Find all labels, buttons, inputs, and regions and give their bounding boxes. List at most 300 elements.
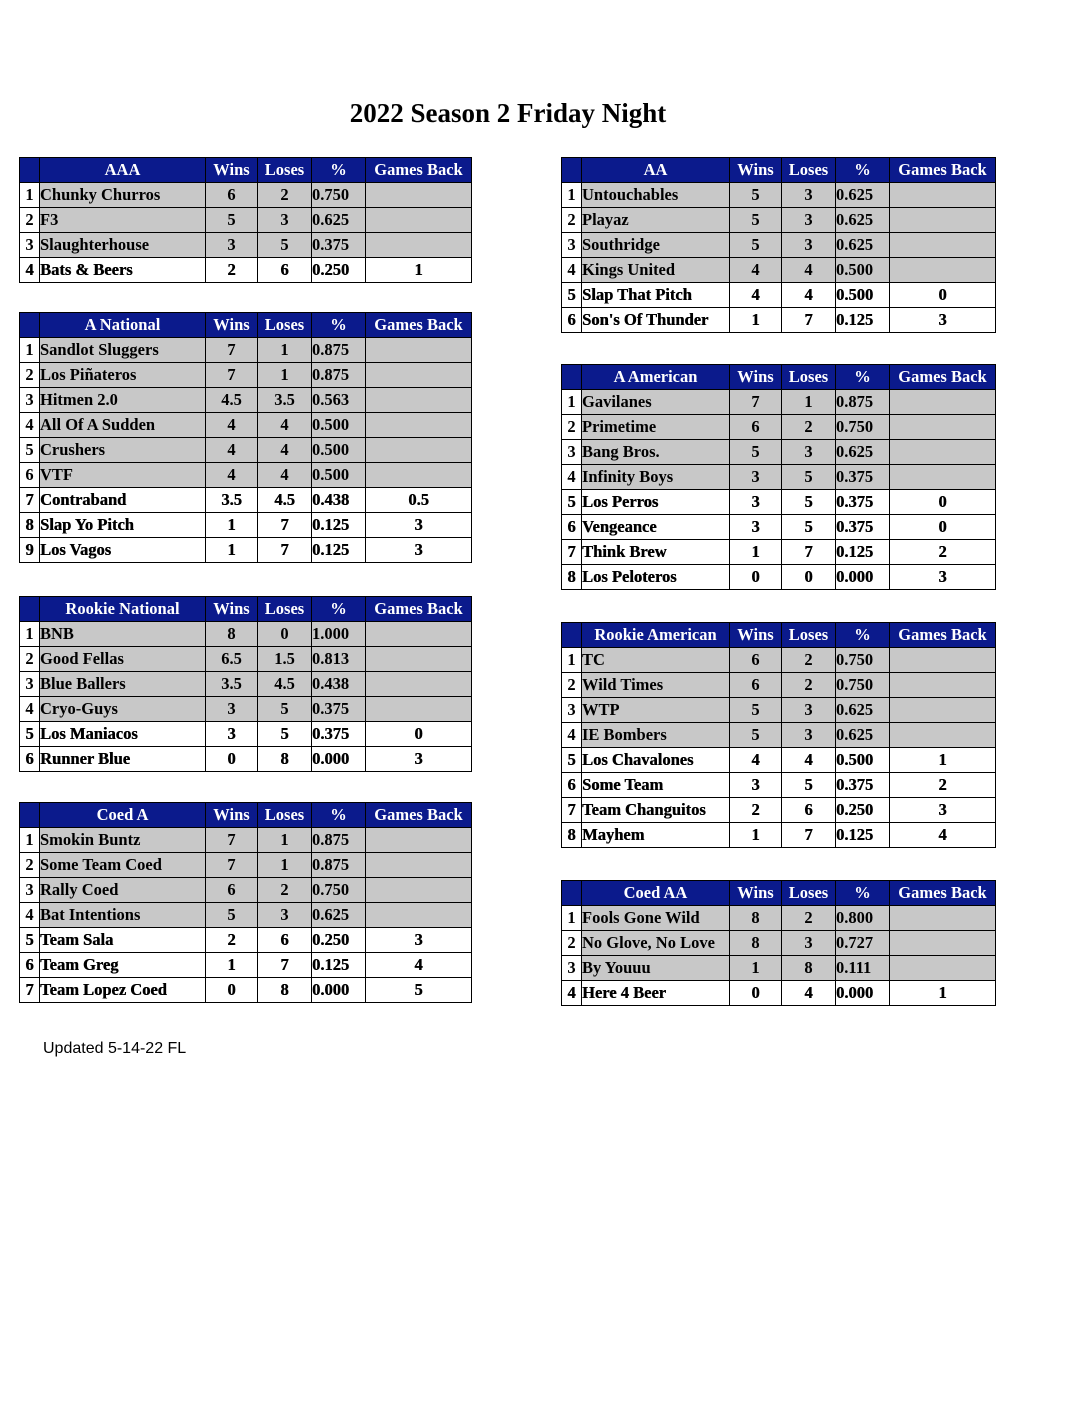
division-header-row: [20, 597, 472, 622]
team-rank: 5: [562, 490, 582, 515]
team-loses: 4.5: [258, 672, 312, 697]
team-row: [562, 798, 996, 823]
team-wins: 7: [730, 390, 782, 415]
team-pct: 0.125: [836, 308, 890, 333]
team-name: Los Maniacos: [40, 722, 206, 747]
team-rank: 1: [562, 183, 582, 208]
team-name: Gavilanes: [582, 390, 730, 415]
team-rank: 6: [562, 308, 582, 333]
team-loses: 3: [258, 903, 312, 928]
team-wins: 3: [730, 490, 782, 515]
team-rank: 4: [562, 723, 582, 748]
division-header-row: [20, 313, 472, 338]
team-row: [20, 208, 472, 233]
team-games-back: [890, 465, 996, 490]
team-games-back: [890, 415, 996, 440]
team-row: [20, 463, 472, 488]
team-wins: 4: [206, 413, 258, 438]
team-games-back: 1: [366, 258, 472, 283]
team-pct: 0.375: [836, 465, 890, 490]
header-pct: %: [836, 623, 890, 648]
team-name: Los Chavalones: [582, 748, 730, 773]
team-pct: 0.250: [836, 798, 890, 823]
team-name: Contraband: [40, 488, 206, 513]
team-rank: 4: [20, 413, 40, 438]
team-loses: 5: [782, 515, 836, 540]
team-row: [20, 647, 472, 672]
team-wins: 6.5: [206, 647, 258, 672]
team-pct: 0.750: [836, 415, 890, 440]
team-rank: 6: [20, 747, 40, 772]
team-row: [562, 565, 996, 590]
team-pct: 0.111: [836, 956, 890, 981]
team-row: [20, 388, 472, 413]
team-row: [562, 540, 996, 565]
team-row: [20, 258, 472, 283]
team-loses: 1: [258, 853, 312, 878]
team-pct: 0.625: [836, 233, 890, 258]
team-rank: 2: [20, 853, 40, 878]
team-name: Smokin Buntz: [40, 828, 206, 853]
team-row: [20, 953, 472, 978]
team-wins: 1: [730, 956, 782, 981]
division-name: A National: [40, 313, 206, 338]
division-name: Coed AA: [582, 881, 730, 906]
team-row: [20, 438, 472, 463]
team-games-back: 0: [890, 283, 996, 308]
team-games-back: [890, 906, 996, 931]
team-row: [20, 672, 472, 697]
team-loses: 4: [258, 413, 312, 438]
team-loses: 4: [258, 438, 312, 463]
team-name: Sandlot Sluggers: [40, 338, 206, 363]
team-rank: 2: [562, 415, 582, 440]
division-header-row: [562, 158, 996, 183]
team-name: Team Changuitos: [582, 798, 730, 823]
team-rank: 3: [562, 233, 582, 258]
team-loses: 1: [258, 828, 312, 853]
team-wins: 7: [206, 338, 258, 363]
team-wins: 5: [730, 723, 782, 748]
team-games-back: 3: [890, 308, 996, 333]
team-pct: 0.375: [836, 773, 890, 798]
team-row: [562, 283, 996, 308]
team-pct: 0.750: [312, 183, 366, 208]
division-header-row: [562, 623, 996, 648]
team-loses: 5: [258, 722, 312, 747]
team-loses: 3: [782, 698, 836, 723]
team-games-back: [366, 438, 472, 463]
team-row: [20, 538, 472, 563]
team-row: [20, 747, 472, 772]
team-games-back: [366, 622, 472, 647]
team-rank: 7: [20, 488, 40, 513]
team-wins: 3: [730, 515, 782, 540]
team-rank: 8: [562, 823, 582, 848]
team-wins: 4.5: [206, 388, 258, 413]
team-row: [20, 413, 472, 438]
team-row: [20, 928, 472, 953]
team-games-back: [890, 390, 996, 415]
team-name: F3: [40, 208, 206, 233]
team-games-back: 5: [366, 978, 472, 1003]
team-name: Good Fellas: [40, 647, 206, 672]
team-name: IE Bombers: [582, 723, 730, 748]
team-games-back: 4: [890, 823, 996, 848]
team-pct: 0.500: [312, 413, 366, 438]
team-pct: 0.500: [836, 258, 890, 283]
team-loses: 3: [258, 208, 312, 233]
team-rank: 6: [562, 515, 582, 540]
team-name: Fools Gone Wild: [582, 906, 730, 931]
team-row: [20, 828, 472, 853]
team-name: Bat Intentions: [40, 903, 206, 928]
team-wins: 0: [206, 978, 258, 1003]
team-loses: 5: [258, 233, 312, 258]
header-loses: Loses: [258, 313, 312, 338]
team-loses: 7: [258, 513, 312, 538]
header-games-back: Games Back: [890, 365, 996, 390]
team-name: WTP: [582, 698, 730, 723]
team-rank: 4: [562, 465, 582, 490]
team-name: All Of A Sudden: [40, 413, 206, 438]
team-loses: 4.5: [258, 488, 312, 513]
header-wins: Wins: [206, 158, 258, 183]
team-loses: 7: [782, 308, 836, 333]
team-pct: 0.813: [312, 647, 366, 672]
division-name: Coed A: [40, 803, 206, 828]
header-wins: Wins: [730, 881, 782, 906]
team-row: [20, 697, 472, 722]
team-rank: 1: [20, 183, 40, 208]
header-loses: Loses: [782, 623, 836, 648]
team-pct: 0.500: [836, 283, 890, 308]
team-row: [20, 513, 472, 538]
division-header-row: [562, 881, 996, 906]
team-games-back: [366, 183, 472, 208]
team-pct: 0.000: [312, 747, 366, 772]
team-wins: 5: [730, 233, 782, 258]
team-rank: 3: [562, 440, 582, 465]
team-name: Hitmen 2.0: [40, 388, 206, 413]
team-pct: 0.375: [836, 515, 890, 540]
division-name: AAA: [40, 158, 206, 183]
header-games-back: Games Back: [890, 881, 996, 906]
team-pct: 0.000: [312, 978, 366, 1003]
header-loses: Loses: [258, 158, 312, 183]
team-pct: 0.500: [836, 748, 890, 773]
team-games-back: [366, 697, 472, 722]
team-wins: 4: [206, 463, 258, 488]
team-wins: 3.5: [206, 672, 258, 697]
team-wins: 6: [730, 648, 782, 673]
team-wins: 6: [206, 878, 258, 903]
team-wins: 1: [730, 308, 782, 333]
team-name: By Youuu: [582, 956, 730, 981]
team-name: Blue Ballers: [40, 672, 206, 697]
team-loses: 3.5: [258, 388, 312, 413]
team-loses: 5: [782, 490, 836, 515]
team-row: [562, 233, 996, 258]
team-wins: 4: [730, 748, 782, 773]
team-rank: 4: [562, 981, 582, 1006]
team-row: [562, 183, 996, 208]
team-loses: 7: [782, 823, 836, 848]
team-name: Bang Bros.: [582, 440, 730, 465]
team-wins: 5: [730, 183, 782, 208]
team-games-back: 2: [890, 773, 996, 798]
team-wins: 7: [206, 828, 258, 853]
team-games-back: [366, 647, 472, 672]
team-name: No Glove, No Love: [582, 931, 730, 956]
team-rank: 2: [20, 208, 40, 233]
team-rank: 5: [20, 438, 40, 463]
team-rank: 6: [20, 953, 40, 978]
team-loses: 2: [258, 878, 312, 903]
team-pct: 0.625: [312, 903, 366, 928]
team-name: Slap That Pitch: [582, 283, 730, 308]
team-rank: 3: [20, 233, 40, 258]
team-row: [562, 258, 996, 283]
team-wins: 4: [730, 283, 782, 308]
header-games-back: Games Back: [366, 803, 472, 828]
team-wins: 6: [730, 415, 782, 440]
header-pct: %: [312, 803, 366, 828]
team-wins: 3.5: [206, 488, 258, 513]
team-rank: 5: [20, 722, 40, 747]
team-loses: 7: [258, 538, 312, 563]
team-pct: 0.875: [312, 363, 366, 388]
team-games-back: [366, 233, 472, 258]
updated-note: Updated 5-14-22 FL: [43, 1040, 187, 1057]
team-wins: 5: [730, 698, 782, 723]
team-rank: 2: [20, 647, 40, 672]
team-pct: 0.500: [312, 463, 366, 488]
standings-table-coed-aa: [561, 880, 996, 1006]
team-rank: 3: [20, 878, 40, 903]
team-pct: 0.125: [312, 513, 366, 538]
team-wins: 3: [730, 773, 782, 798]
header-wins: Wins: [730, 365, 782, 390]
team-loses: 1.5: [258, 647, 312, 672]
team-loses: 6: [258, 928, 312, 953]
team-row: [562, 465, 996, 490]
team-pct: 0.875: [312, 853, 366, 878]
team-pct: 0.875: [312, 338, 366, 363]
team-wins: 5: [206, 208, 258, 233]
team-pct: 0.250: [312, 258, 366, 283]
team-loses: 3: [782, 931, 836, 956]
team-loses: 8: [258, 747, 312, 772]
team-pct: 0.625: [836, 440, 890, 465]
team-rank: 7: [20, 978, 40, 1003]
team-rank: 3: [20, 388, 40, 413]
team-name: Southridge: [582, 233, 730, 258]
team-name: Primetime: [582, 415, 730, 440]
team-name: Here 4 Beer: [582, 981, 730, 1006]
team-row: [562, 773, 996, 798]
team-pct: 0.875: [312, 828, 366, 853]
team-games-back: 0: [890, 490, 996, 515]
team-row: [562, 906, 996, 931]
team-loses: 3: [782, 183, 836, 208]
team-name: Los Piñateros: [40, 363, 206, 388]
team-pct: 0.375: [836, 490, 890, 515]
header-games-back: Games Back: [890, 158, 996, 183]
header-loses: Loses: [258, 803, 312, 828]
division-name: A American: [582, 365, 730, 390]
division-header-row: [562, 365, 996, 390]
header-pct: %: [312, 597, 366, 622]
team-wins: 1: [206, 513, 258, 538]
header-rank-cell: [562, 881, 582, 906]
team-games-back: [890, 956, 996, 981]
team-rank: 6: [562, 773, 582, 798]
team-games-back: [366, 338, 472, 363]
team-games-back: [890, 233, 996, 258]
header-pct: %: [312, 158, 366, 183]
team-name: Team Lopez Coed: [40, 978, 206, 1003]
team-wins: 3: [730, 465, 782, 490]
header-games-back: Games Back: [366, 597, 472, 622]
team-loses: 4: [782, 748, 836, 773]
team-wins: 4: [730, 258, 782, 283]
team-row: [20, 183, 472, 208]
team-games-back: [890, 208, 996, 233]
team-loses: 0: [258, 622, 312, 647]
team-rank: 9: [20, 538, 40, 563]
team-rank: 1: [562, 390, 582, 415]
team-loses: 7: [258, 953, 312, 978]
team-rank: 2: [20, 363, 40, 388]
team-loses: 1: [258, 363, 312, 388]
team-row: [562, 440, 996, 465]
page-title: 2022 Season 2 Friday Night: [349, 98, 667, 128]
team-row: [562, 648, 996, 673]
team-name: VTF: [40, 463, 206, 488]
team-row: [562, 208, 996, 233]
team-pct: 0.000: [836, 565, 890, 590]
team-games-back: 0: [890, 515, 996, 540]
team-wins: 0: [206, 747, 258, 772]
team-rank: 2: [562, 931, 582, 956]
team-games-back: [890, 673, 996, 698]
header-rank-cell: [562, 365, 582, 390]
header-rank-cell: [20, 158, 40, 183]
team-wins: 7: [206, 363, 258, 388]
team-row: [562, 308, 996, 333]
team-wins: 3: [206, 722, 258, 747]
team-pct: 0.375: [312, 233, 366, 258]
team-pct: 0.625: [312, 208, 366, 233]
team-loses: 4: [258, 463, 312, 488]
standings-table-coed-a: [19, 802, 472, 1003]
team-loses: 2: [782, 648, 836, 673]
team-pct: 0.625: [836, 208, 890, 233]
team-rank: 8: [562, 565, 582, 590]
team-wins: 6: [206, 183, 258, 208]
team-row: [562, 673, 996, 698]
team-name: TC: [582, 648, 730, 673]
header-rank-cell: [562, 623, 582, 648]
team-wins: 6: [730, 673, 782, 698]
team-loses: 6: [782, 798, 836, 823]
team-name: Kings United: [582, 258, 730, 283]
team-games-back: 3: [366, 538, 472, 563]
team-name: Los Peloteros: [582, 565, 730, 590]
team-pct: 0.750: [312, 878, 366, 903]
team-pct: 0.727: [836, 931, 890, 956]
team-loses: 7: [782, 540, 836, 565]
header-rank-cell: [20, 597, 40, 622]
team-games-back: 1: [890, 748, 996, 773]
standings-table-a-national: [19, 312, 472, 563]
team-row: [20, 338, 472, 363]
header-pct: %: [836, 365, 890, 390]
team-name: Slaughterhouse: [40, 233, 206, 258]
team-games-back: 3: [366, 747, 472, 772]
header-pct: %: [836, 158, 890, 183]
team-rank: 3: [562, 956, 582, 981]
team-rank: 2: [562, 673, 582, 698]
team-wins: 0: [730, 565, 782, 590]
team-row: [562, 723, 996, 748]
team-name: Some Team: [582, 773, 730, 798]
team-row: [562, 698, 996, 723]
team-loses: 4: [782, 981, 836, 1006]
team-name: Playaz: [582, 208, 730, 233]
team-pct: 0.000: [836, 981, 890, 1006]
header-pct: %: [836, 881, 890, 906]
team-wins: 5: [730, 440, 782, 465]
team-wins: 8: [730, 931, 782, 956]
team-pct: 0.625: [836, 698, 890, 723]
team-wins: 8: [730, 906, 782, 931]
team-games-back: [366, 853, 472, 878]
team-pct: 0.125: [312, 538, 366, 563]
header-loses: Loses: [782, 365, 836, 390]
team-games-back: [366, 363, 472, 388]
team-name: Team Sala: [40, 928, 206, 953]
standings-table-aaa: [19, 157, 472, 283]
team-games-back: [366, 463, 472, 488]
team-wins: 1: [730, 823, 782, 848]
team-wins: 1: [730, 540, 782, 565]
team-games-back: [366, 388, 472, 413]
team-name: Son's Of Thunder: [582, 308, 730, 333]
team-name: Cryo-Guys: [40, 697, 206, 722]
team-rank: 7: [562, 540, 582, 565]
team-loses: 2: [258, 183, 312, 208]
team-pct: 1.000: [312, 622, 366, 647]
team-row: [562, 490, 996, 515]
team-row: [20, 878, 472, 903]
team-games-back: [890, 698, 996, 723]
team-loses: 5: [782, 773, 836, 798]
header-rank-cell: [562, 158, 582, 183]
team-loses: 5: [258, 697, 312, 722]
team-rank: 4: [20, 697, 40, 722]
team-rank: 3: [20, 672, 40, 697]
team-pct: 0.625: [836, 183, 890, 208]
team-name: Runner Blue: [40, 747, 206, 772]
standings-table-rookie-national: [19, 596, 472, 772]
team-rank: 1: [20, 338, 40, 363]
header-wins: Wins: [730, 623, 782, 648]
team-pct: 0.250: [312, 928, 366, 953]
team-rank: 1: [20, 622, 40, 647]
team-loses: 2: [782, 673, 836, 698]
